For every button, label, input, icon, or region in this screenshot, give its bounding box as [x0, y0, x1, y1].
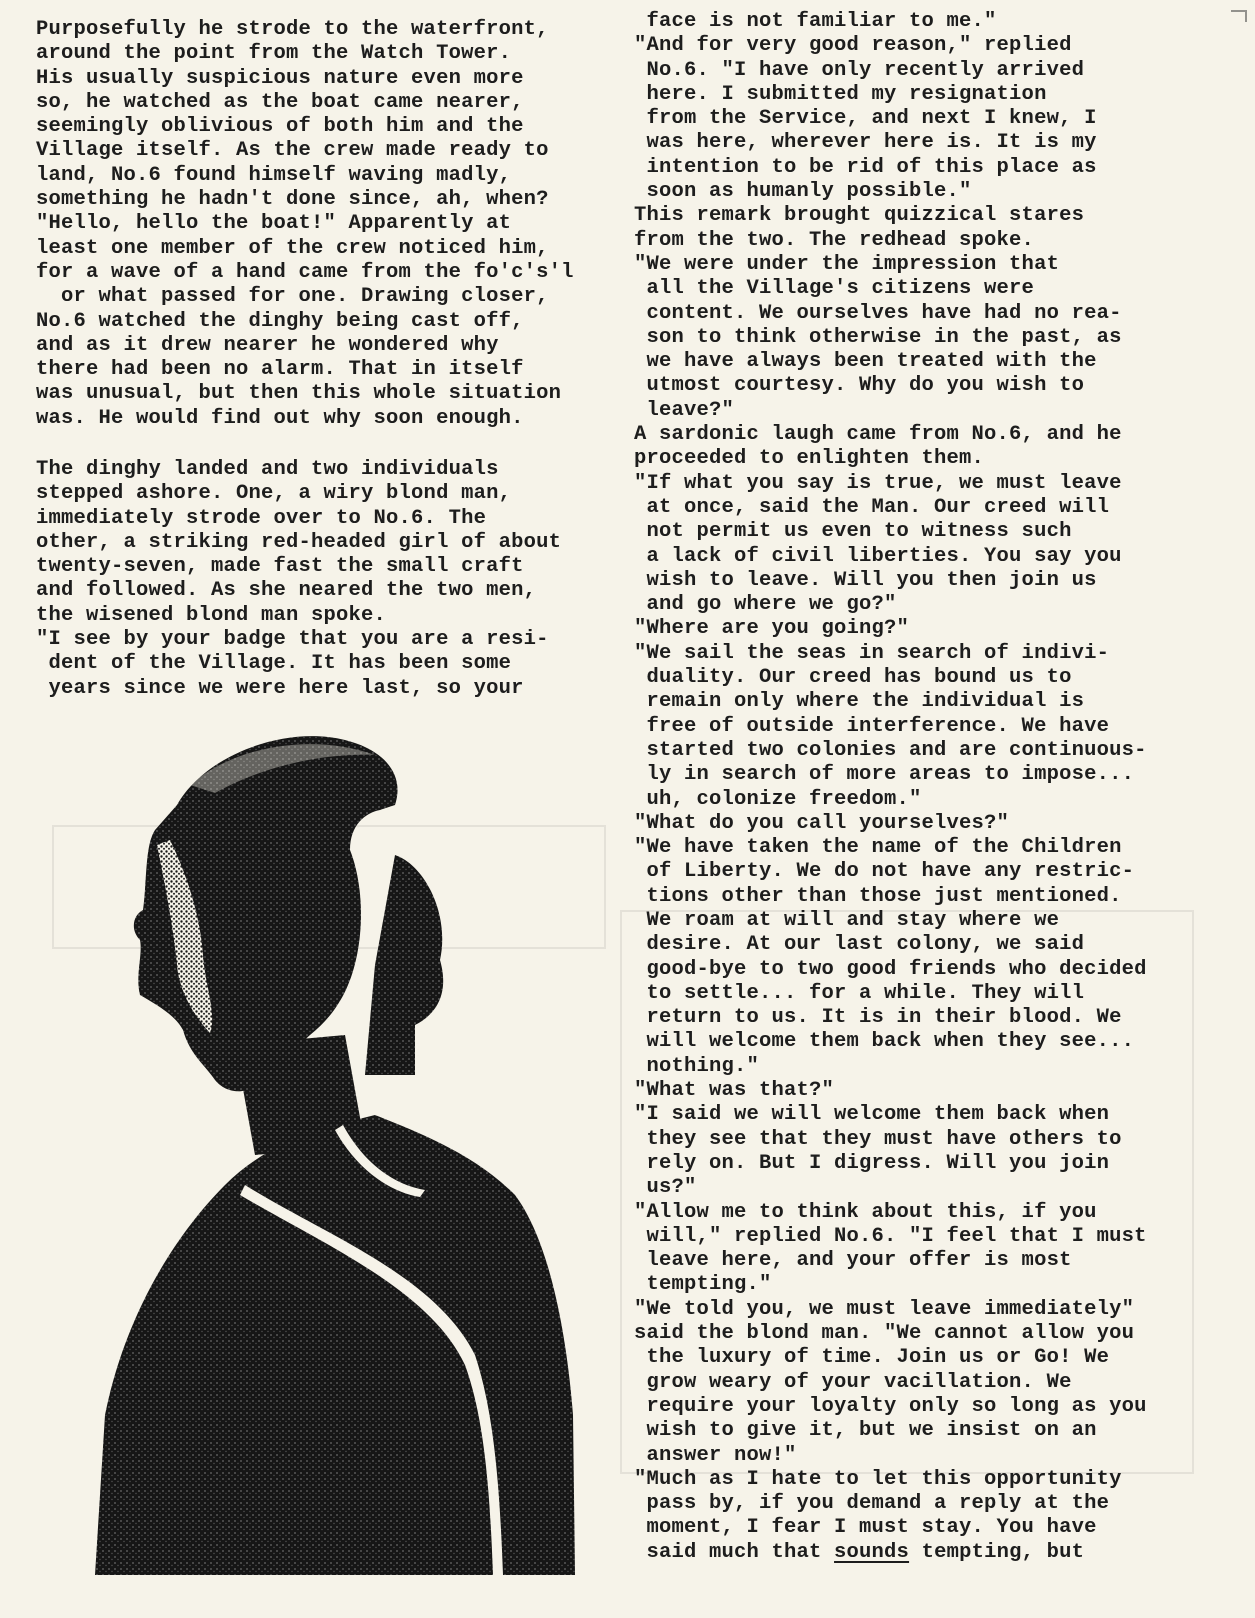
text-line: No.6 watched the dinghy being cast off, — [36, 309, 524, 333]
left-column-second-paragraph — [36, 458, 561, 701]
text-line: "What do you call yourselves?" — [634, 811, 1010, 835]
corner-mark — [1231, 10, 1247, 22]
text-line: not permit us even to witness such — [634, 520, 1072, 544]
text-line: answer now!" — [634, 1443, 797, 1467]
text-line: "We were under the impression that — [634, 252, 1060, 276]
text-line: His usually suspicious nature even more — [36, 66, 524, 90]
text-line: remain only where the individual is — [634, 690, 1085, 714]
text-line: around the point from the Watch Tower. — [36, 42, 512, 66]
text-line: will welcome them back when they see... — [634, 1030, 1135, 1054]
text-line: said the blond man. "We cannot allow you — [634, 1322, 1135, 1346]
text-line: the luxury of time. Join us or Go! We — [634, 1346, 1110, 1370]
text-line: was here, wherever here is. It is my — [634, 131, 1097, 155]
text-line: soon as humanly possible." — [634, 180, 972, 204]
text-line: This remark brought quizzical stares — [634, 204, 1085, 228]
text-line: utmost courtesy. Why do you wish to — [634, 374, 1085, 398]
text-line: at once, said the Man. Our creed will — [634, 495, 1110, 519]
text-line: "I said we will welcome them back when — [634, 1103, 1110, 1127]
text-line: "Much as I hate to let this opportunity — [634, 1467, 1122, 1491]
text-line: wish to give it, but we insist on an — [634, 1419, 1097, 1443]
text-line: of Liberty. We do not have any restric- — [634, 860, 1135, 884]
text-line: from the two. The redhead spoke. — [634, 228, 1035, 252]
text-line: we have always been treated with the — [634, 350, 1097, 374]
text-line: duality. Our creed has bound us to — [634, 666, 1072, 690]
coat — [95, 1115, 575, 1575]
text-line: A sardonic laugh came from No.6, and he — [634, 423, 1122, 447]
text-line: least one member of the crew noticed him, — [36, 236, 549, 260]
text-line: land, No.6 found himself waving madly, — [36, 163, 512, 187]
text-line: to settle... for a while. They will — [634, 981, 1085, 1005]
text-line: will," replied No.6. "I feel that I must — [634, 1224, 1147, 1248]
text-line: for a wave of a hand came from the fo'c's'l — [36, 260, 574, 284]
text-line: Purposefully he strode to the waterfront, — [36, 18, 549, 41]
text-line: proceeded to enlighten them. — [634, 447, 985, 471]
text-line: "Where are you going?" — [634, 617, 910, 641]
text-line: wish to leave. Will you then join us — [634, 568, 1097, 592]
text-line: or what passed for one. Drawing closer, — [36, 285, 549, 309]
portrait-illustration — [95, 715, 585, 1575]
text-line: "We have taken the name of the Children — [634, 836, 1122, 860]
text-line: something he hadn't done since, ah, when? — [36, 188, 549, 212]
text-line: so, he watched as the boat came nearer, — [36, 90, 524, 114]
text-line: other, a striking red-headed girl of about — [36, 530, 562, 554]
text-line: rely on. But I digress. Will you join — [634, 1151, 1110, 1175]
text-line: ly in search of more areas to impose... — [634, 763, 1135, 787]
text-line: "And for very good reason," replied — [634, 34, 1072, 58]
text-line: said much that sounds tempting, but — [634, 1540, 1085, 1564]
text-line: dent of the Village. It has been some — [36, 652, 512, 676]
text-line: leave here, and your offer is most — [634, 1249, 1072, 1273]
text-line: intention to be rid of this place as — [634, 155, 1097, 179]
text-line: pass by, if you demand a reply at the — [634, 1492, 1110, 1516]
text-line: desire. At our last colony, we said — [634, 933, 1085, 957]
text-line: was unusual, but then this whole situation — [36, 382, 562, 406]
text-line: leave?" — [634, 398, 735, 422]
text-line: "Hello, hello the boat!" Apparently at — [36, 212, 512, 236]
text-line: "If what you say is true, we must leave — [634, 471, 1122, 495]
text-line: No.6. "I have only recently arrived — [634, 58, 1085, 82]
left-column — [36, 18, 574, 431]
text-line: "What was that?" — [634, 1079, 835, 1103]
text-line: there had been no alarm. That in itself — [36, 358, 524, 382]
text-line: us?" — [634, 1176, 697, 1200]
underlined-word: sounds — [834, 1540, 910, 1564]
text-line: here. I submitted my resignation — [634, 82, 1047, 106]
text-line: return to us. It is in their blood. We — [634, 1006, 1122, 1030]
text-line: good-bye to two good friends who decided — [634, 957, 1147, 981]
text-line: "We told you, we must leave immediately" — [634, 1297, 1135, 1321]
text-line: and as it drew nearer he wondered why — [36, 333, 499, 357]
text-line: seemingly oblivious of both him and the — [36, 115, 524, 139]
right-column — [634, 10, 1147, 1565]
text-line: nothing." — [634, 1054, 760, 1078]
text-line: face is not familiar to me." — [634, 10, 997, 33]
text-line: they see that they must have others to — [634, 1127, 1122, 1151]
text-line: content. We ourselves have had no rea- — [634, 301, 1122, 325]
text-line: "Allow me to think about this, if you — [634, 1200, 1097, 1224]
background-figure — [365, 855, 443, 1075]
text-line: and go where we go?" — [634, 593, 897, 617]
text-line: a lack of civil liberties. You say you — [634, 544, 1122, 568]
text-line: grow weary of your vacillation. We — [634, 1370, 1072, 1394]
text-line: years since we were here last, so your — [36, 676, 524, 700]
text-line: was. He would find out why soon enough. — [36, 406, 524, 430]
text-line: "I see by your badge that you are a resi- — [36, 628, 549, 652]
text-line: son to think otherwise in the past, as — [634, 325, 1122, 349]
text-line: tempting." — [634, 1273, 772, 1297]
text-line: require your loyalty only so long as you — [634, 1394, 1147, 1418]
text-line: The dinghy landed and two individuals — [36, 458, 499, 481]
text-line: started two colonies and are continuous- — [634, 738, 1147, 762]
text-line: moment, I fear I must stay. You have — [634, 1516, 1097, 1540]
text-line: Village itself. As the crew made ready to — [36, 139, 549, 163]
text-line: twenty-seven, made fast the small craft — [36, 555, 524, 579]
text-line: stepped ashore. One, a wiry blond man, — [36, 482, 512, 506]
text-line: We roam at will and stay where we — [634, 908, 1060, 932]
text-line: uh, colonize freedom." — [634, 787, 922, 811]
text-line: and followed. As she neared the two men, — [36, 579, 537, 603]
text-line: immediately strode over to No.6. The — [36, 506, 487, 530]
text-line: all the Village's citizens were — [634, 277, 1035, 301]
text-line: free of outside interference. We have — [634, 714, 1110, 738]
text-line: tions other than those just mentioned. — [634, 884, 1122, 908]
text-line: from the Service, and next I knew, I — [634, 107, 1097, 131]
text-line: "We sail the seas in search of indivi- — [634, 641, 1110, 665]
text-line: the wisened blond man spoke. — [36, 603, 387, 627]
text-line-tail: tempting, but — [909, 1540, 1085, 1564]
